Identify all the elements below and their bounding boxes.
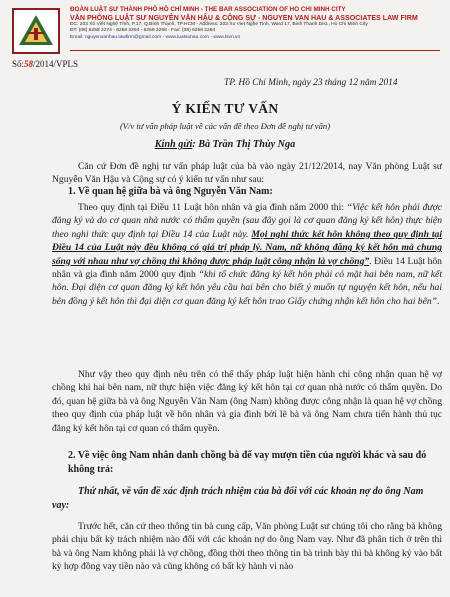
section-2-subheading-1: Thứ nhất, về vấn đề xác định trách nhiệm của bà đối với các khoản nợ do ông Nam vay: [52, 486, 424, 511]
ref-suffix: /2014/VPLS [33, 59, 79, 69]
place-and-date: TP. Hồ Chí Minh, ngày 23 tháng 12 năm 2014 [224, 78, 398, 88]
p1-quote-emphasis: Mọi nghi thức kết hôn không theo quy định tại Điều 14 của Luật này đều không có giá trị pháp lý. Nam, nữ không đăng ký kết hôn mà chung sống với nhau như vợ chồng thì không được pháp luật công nhận là vợ chồng” [52, 228, 442, 267]
section-1-paragraph-2: Như vậy theo quy định nêu trên có thể thấy pháp luật hiện hành chỉ công nhận quan hệ vợ chồng khi hai bên nam, nữ thực hiện việc đăng ký kết hôn tại cơ quan nhà nước có thẩm quyền. Do đó, quan hệ giữa bà và ông Nguyễn Văn Nam (ông Nam) không được công nhận là quan hệ vợ chồng theo quy định của pháp luật về hôn nhân và gia đình bởi lẽ bà và ông Nam chưa tiến hành thủ tục đăng ký kết hôn tại cơ quan có thẩm quyền. [52, 369, 442, 434]
addressee-name: : Bà Trần Thị Thùy Nga [192, 139, 296, 150]
letterhead-divider [70, 50, 440, 51]
p1-text-f: . [436, 295, 440, 307]
ref-number: 58 [24, 59, 34, 69]
addressee-label: Kính gửi [154, 139, 193, 150]
p1-quote-art14: “khi tổ chức đăng ký kết hôn phải có mặt hai bên nam, nữ kết hôn. Đại diện cơ quan đăng ký kết hôn yêu cầu hai bên cho biết ý muốn tự nguyện kết hôn, nếu hai bên đồng ý kết hôn thì đại diện cơ quan đăng ký kết hôn trao Giấy chứng nhận kết hôn cho hai bên” [52, 269, 442, 307]
firm-address: ĐC: 203 Xô Viết Nghệ Tĩnh, P.17, Q.Bình Thạnh, TP.HCM - Address: 203 Xo Viet Nghe Tinh, Ward 17, Binh Thanh Dist., Ho Chi Minh City [70, 22, 368, 27]
ref-prefix: Số: [12, 59, 25, 69]
firm-phone-fax: ĐT: (08) 6258 2274 - 6258 2294 - 6258 2266 - Fax: (08) 6258 2264 [70, 28, 216, 34]
document-number [12, 59, 78, 69]
section-1-heading: 1. Về quan hệ giữa bà và ông Nguyễn Văn Nam: [68, 186, 273, 197]
law-firm-logo [12, 8, 60, 54]
law-firm-name: VĂN PHÒNG LUẬT SƯ NGUYỄN VĂN HẬU & CỘNG SỰ - NGUYEN VAN HAU & ASSOCIATES LAW FIRM [70, 14, 418, 22]
document-subtitle: (V/v tư vấn pháp luật về các vấn đề theo Đơn đề nghị tư vấn) [119, 121, 331, 131]
document-title: Ý KIẾN TƯ VẤN [171, 101, 279, 116]
section-2-paragraph-1: Trước hết, căn cứ theo thông tin bà cung cấp, Văn phòng Luật sư chúng tôi cho rằng bà không phải chịu bất kỳ trách nhiệm nào đối với các khoản nợ do ông Nam vay. Như đã phân tích ở trên thì bà và ông Nam không phải là vợ chồng, đồng thời theo thông tin bà trình bày thì bà không ký vào bất kỳ hợp đồng vay tiền nào và cũng không có bất kỳ hành vi nào [52, 521, 442, 573]
letterhead [70, 6, 445, 41]
p1-text-d: . Điều 14 Luật hôn nhân và gia đình năm 2000 quy định [52, 255, 442, 281]
section-2-heading: 2. Về việc ông Nam nhân danh chồng bà để vay mượn tiền của người khác và sau đó không trả: [68, 450, 427, 475]
firm-email-web: Email: nguyenvanhau.lawfirm@gmail.com - www.luatsuhau.com - www.lsvn.vn [70, 34, 241, 40]
addressee [0, 139, 450, 150]
p1-quote-art11: “Việc kết hôn phải được đăng ký và do cơ quan nhà nước có thẩm quyền (sau đây gọi là cơ quan đăng ký kết hôn) thực hiện theo nghi thức quy định tại Điều 14 của Luật này. [52, 202, 443, 240]
bar-association-line: ĐOÀN LUẬT SƯ THÀNH PHỐ HỒ CHÍ MINH - THE BAR ASSOCIATION OF HO CHI MINH CITY [70, 6, 346, 13]
section-1-paragraph-1 [52, 201, 442, 308]
p1-text-a: Theo quy định tại Điều 11 Luật hôn nhân và gia đình năm 2000 thì: [78, 202, 347, 213]
intro-paragraph: Căn cứ Đơn đề nghị tư vấn pháp luật của bà vào ngày 21/12/2014, nay Văn phòng Luật sư Nguyễn Văn Hậu và Cộng sự có ý kiến tư vấn như sau: [52, 161, 442, 186]
